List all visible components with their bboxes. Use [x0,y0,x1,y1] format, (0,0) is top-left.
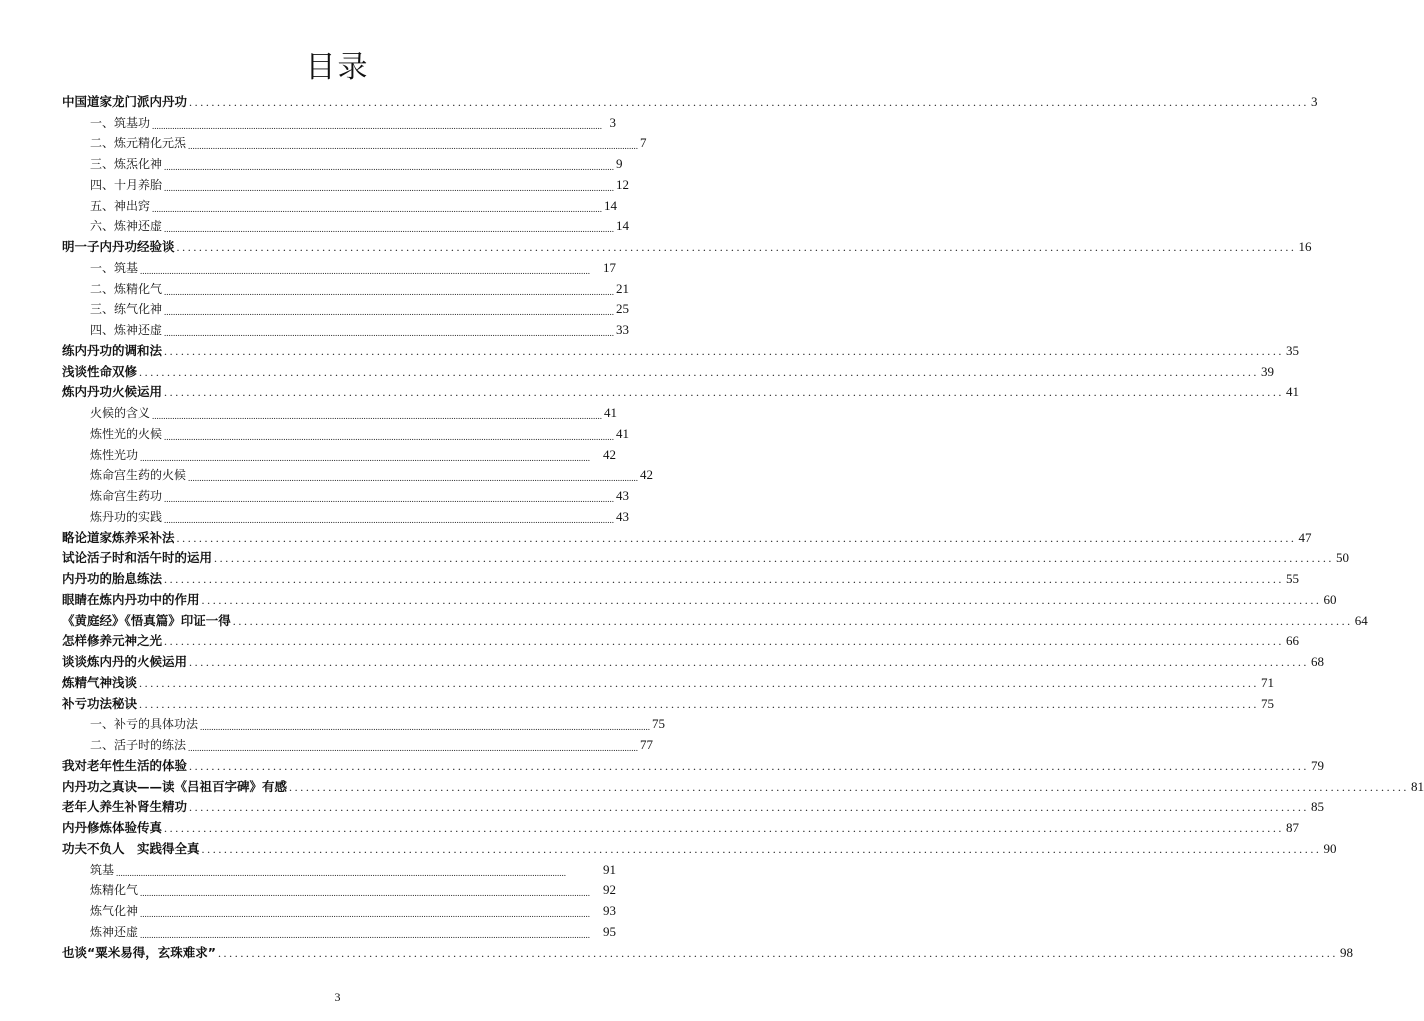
toc-subentry [62,110,616,131]
toc-entry [62,525,1312,546]
toc-page-number: 64 [1354,612,1368,628]
toc-page-number: 92 [603,882,616,898]
toc-entry-title: 也谈“粟米易得，玄珠难求” [62,944,216,960]
toc-entry-title: 炼气化神 [90,904,139,918]
toc-page-number: 81 [1411,778,1424,794]
dot-leader: ........................................................................................................................................................................................................ [289,779,1410,794]
toc-entry [62,649,1325,670]
toc-page-number: 42 [603,446,616,462]
toc-page-number: 60 [1323,591,1337,607]
dot-leader: ........................................................................................................................................................................................................ [152,203,603,214]
toc-entry-title: 《黄庭经》《悟真篇》印证一得 [62,612,231,628]
dot-leader: ........................................................................................................................................................................................................ [164,286,615,297]
dot-leader: ........................................................................................................................................................................................................ [139,675,1260,690]
toc-subentry [62,919,616,940]
toc-entry [62,546,1350,567]
toc-entry-title: 略论道家炼养采补法 [62,529,175,545]
dot-leader: ........................................................................................................................................................................................................ [164,182,615,193]
toc-page-number: 21 [616,280,630,296]
dot-leader: ........................................................................................................................................................................................................ [189,758,1310,773]
toc-entry-title: 炼命宫生药功 [90,489,163,503]
toc-subentry [62,172,630,193]
toc-entry-title: 功夫不负人 实践得全真 [62,840,200,856]
toc-entry-title: 二、活子时的练法 [90,738,187,752]
toc-entry-title: 中国道家龙门派内丹功 [62,93,188,109]
toc-entry-title: 五、神出窍 [90,198,151,213]
toc-subentry [62,442,616,463]
dot-leader: ........................................................................................................................................................................................................ [214,551,1335,566]
toc-page-number: 66 [1286,633,1300,649]
dot-leader: ........................................................................................................................................................................................................ [164,343,1285,358]
toc-page-number: 98 [1339,944,1353,960]
toc-page-number: 95 [603,923,616,939]
toc-entry [62,629,1300,650]
dot-leader: ........................................................................................................................................................................................................ [189,655,1310,669]
dot-leader: ........................................................................................................................................................................................................ [140,265,591,276]
dot-leader: ........................................................................................................................................................................................................ [176,530,1297,545]
toc-entry [62,795,1325,816]
toc-subentry [62,857,616,878]
toc-page-number: 39 [1261,363,1275,379]
dot-leader: ........................................................................................................................................................................................................ [188,473,639,484]
toc-entry-title: 炼性光的火候 [90,426,163,441]
toc-entry-title: 内丹功之真诀——读《吕祖百字碑》有感 [62,778,288,794]
toc-page-number: 12 [616,176,630,192]
dot-leader: ........................................................................................................................................................................................................ [140,929,591,940]
toc-page-number: 43 [616,508,630,524]
toc-page-number: 87 [1286,820,1300,835]
toc-subentry [62,712,666,733]
dot-leader: ........................................................................................................................................................................................................ [140,909,591,919]
dot-leader: ........................................................................................................................................................................................................ [164,328,615,338]
toc-entry [62,587,1337,608]
toc-entry-title: 内丹功的胎息练法 [62,571,163,586]
toc-subentry [62,421,630,442]
toc-entry-title: 一、筑基 [90,260,139,275]
toc-page-number: 41 [604,405,618,420]
toc-entry-title: 一、筑基功 [90,115,151,130]
toc-page-number: 93 [603,903,616,918]
dot-leader: ........................................................................................................................................................................................................ [201,841,1322,856]
toc-entry-title: 炼内丹功火候运用 [62,384,163,400]
dot-leader: ........................................................................................................................................................................................................ [164,572,1285,586]
toc-page-number: 85 [1311,799,1325,815]
dot-leader: ........................................................................................................................................................................................................ [152,120,603,131]
toc-entry-title: 二、炼元精化元炁 [90,136,187,151]
toc-entry-title: 四、炼神还虚 [90,323,163,337]
toc-subentry [62,276,630,297]
toc-subentry [62,878,616,899]
toc-page-number: 16 [1298,239,1312,254]
toc-subentry [62,317,630,338]
dot-leader: ........................................................................................................................................................................................................ [176,240,1297,254]
toc-page-number: 7 [640,135,647,151]
toc-page-number: 14 [616,218,630,234]
toc-entry-title: 炼神还虚 [90,924,139,939]
dot-leader: ........................................................................................................................................................................................................ [188,743,639,753]
toc-page-number: 33 [616,322,630,337]
toc-entry-title: 老年人养生补肾生精功 [62,799,188,815]
toc-entry [62,836,1337,857]
dot-leader: ........................................................................................................................................................................................................ [116,867,567,878]
toc-page-number: 75 [1261,695,1275,711]
toc-entry-title: 炼精化气 [90,883,139,898]
table-of-contents [62,89,1424,961]
toc-entry [62,940,1353,961]
toc-subentry [62,400,616,421]
toc-page-number: 43 [616,488,630,503]
dot-leader: ........................................................................................................................................................................................................ [200,722,651,733]
toc-subentry [62,193,616,214]
dot-leader: ........................................................................................................................................................................................................ [232,613,1353,628]
toc-subentry [62,483,630,504]
toc-page-number: 77 [640,737,654,752]
dot-leader: ........................................................................................................................................................................................................ [139,364,1260,379]
toc-page-number: 71 [1261,674,1275,690]
toc-page-number: 3 [609,114,616,130]
toc-page-number: 90 [1323,840,1337,856]
toc-entry-title: 浅谈性命双修 [62,363,138,379]
dot-leader: ........................................................................................................................................................................................................ [164,514,615,525]
dot-leader: ........................................................................................................................................................................................................ [188,141,639,152]
toc-page-number: 25 [616,301,630,317]
dot-leader: ........................................................................................................................................................................................................ [189,800,1310,815]
dot-leader: ........................................................................................................................................................................................................ [164,385,1285,400]
toc-entry-title: 三、练气化神 [90,302,163,317]
toc-entry-title: 谈谈炼内丹的火候运用 [62,654,188,669]
toc-page-number: 17 [603,259,616,275]
toc-entry-title: 我对老年性生活的体验 [62,757,188,773]
toc-subentry [62,214,630,235]
toc-entry [62,774,1424,795]
toc-entry-title: 四、十月养胎 [90,177,163,192]
toc-entry-title: 火候的含义 [90,406,151,420]
toc-entry [62,608,1368,629]
toc-entry-title: 明一子内丹功经验谈 [62,239,175,254]
toc-entry-title: 试论活子时和活午时的运用 [62,550,213,566]
dot-leader: ........................................................................................................................................................................................................ [164,494,615,504]
toc-entry [62,234,1312,255]
toc-entry-title: 二、炼精化气 [90,281,163,296]
toc-entry-title: 内丹修炼体验传真 [62,820,163,835]
toc-page-number: 75 [652,716,666,732]
toc-entry [62,566,1300,587]
toc-entry [62,691,1275,712]
toc-page-number: 42 [640,467,654,483]
toc-subentry [62,131,647,152]
dot-leader: ........................................................................................................................................................................................................ [217,945,1338,960]
dot-leader: ........................................................................................................................................................................................................ [152,411,603,421]
dot-leader: ........................................................................................................................................................................................................ [164,307,615,318]
toc-page-number: 3 [1311,93,1318,109]
toc-page-number: 79 [1311,757,1325,773]
toc-entry-title: 三、炼炁化神 [90,157,163,171]
toc-page-number: 9 [616,156,623,171]
toc-subentry [62,297,630,318]
toc-entry-title: 筑基 [90,862,115,877]
dot-leader: ........................................................................................................................................................................................................ [140,888,591,899]
toc-entry-title: 炼命宫生药的火候 [90,468,187,483]
toc-entry [62,815,1300,836]
toc-page-number: 41 [1286,384,1300,400]
toc-page-number: 50 [1336,550,1350,566]
toc-subentry [62,463,654,484]
toc-subentry [62,504,630,525]
toc-subentry [62,151,623,172]
toc-page-number: 47 [1298,529,1312,545]
toc-page-number: 41 [616,425,630,441]
toc-page-number: 35 [1286,342,1300,358]
dot-leader: ........................................................................................................................................................................................................ [164,431,615,442]
toc-entry [62,89,1318,110]
toc-entry-title: 炼性光功 [90,447,139,462]
toc-page-number: 91 [603,861,616,877]
toc-entry-title: 炼丹功的实践 [90,509,163,524]
toc-page-number: 55 [1286,571,1300,586]
toc-page-number: 14 [604,197,618,213]
dot-leader: ........................................................................................................................................................................................................ [164,821,1285,835]
dot-leader: ........................................................................................................................................................................................................ [164,634,1285,649]
toc-entry [62,359,1275,380]
toc-entry-title: 一、补亏的具体功法 [90,717,199,732]
dot-leader: ........................................................................................................................................................................................................ [139,696,1260,711]
page-number: 3 [334,990,341,1004]
toc-subentry [62,732,654,753]
dot-leader: ........................................................................................................................................................................................................ [164,224,615,235]
toc-subentry [62,898,616,919]
toc-entry-title: 练内丹功的调和法 [62,342,163,358]
toc-entry-title: 补亏功法秘诀 [62,695,138,711]
toc-entry-title: 眼睛在炼内丹功中的作用 [62,591,200,607]
dot-leader: ........................................................................................................................................................................................................ [189,94,1310,109]
toc-entry [62,753,1325,774]
dot-leader: ........................................................................................................................................................................................................ [140,452,591,463]
toc-entry-title: 六、炼神还虚 [90,219,163,234]
dot-leader: ........................................................................................................................................................................................................ [201,592,1322,607]
toc-entry [62,670,1275,691]
toc-entry [62,338,1300,359]
dot-leader: ........................................................................................................................................................................................................ [164,162,615,172]
toc-entry-title: 怎样修养元神之光 [62,633,163,649]
toc-entry-title: 炼精气神浅谈 [62,674,138,690]
toc-page-number: 68 [1311,654,1325,669]
page-title: 目录 [305,50,370,85]
toc-subentry [62,255,616,276]
toc-entry [62,380,1300,401]
